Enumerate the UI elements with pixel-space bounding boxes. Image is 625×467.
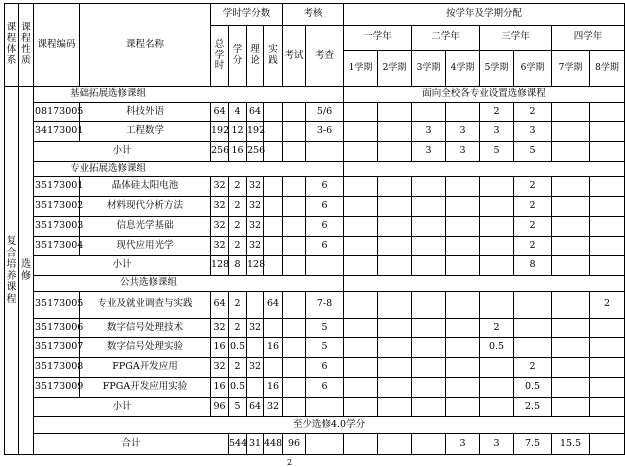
check-semester: 5/6 xyxy=(306,102,344,122)
semester-3 xyxy=(412,318,446,338)
semester-8 xyxy=(590,236,625,256)
semester-5: 2 xyxy=(480,102,514,122)
semester-2 xyxy=(378,142,412,162)
semester-7 xyxy=(552,377,590,397)
practice-hours xyxy=(264,197,283,217)
semester-1 xyxy=(344,236,378,256)
semester-7 xyxy=(552,142,590,162)
semester-7 xyxy=(552,256,590,276)
total-hours: 192 xyxy=(211,122,229,142)
semester-7 xyxy=(552,102,590,122)
course-code: 35173007 xyxy=(34,338,80,358)
practice-hours xyxy=(264,102,283,122)
semester-4: 3 xyxy=(446,142,480,162)
semester-6: 2 xyxy=(514,197,552,217)
total-row xyxy=(5,434,625,455)
table-row xyxy=(5,377,625,397)
semester-4 xyxy=(446,102,480,122)
semester-3 xyxy=(412,197,446,217)
table-row xyxy=(5,216,625,236)
semester-1 xyxy=(344,256,378,276)
course-code: 35173005 xyxy=(34,291,80,318)
semester-7 xyxy=(552,236,590,256)
semester-2 xyxy=(378,318,412,338)
course-code: 35173006 xyxy=(34,318,80,338)
subtotal-row xyxy=(5,256,625,276)
theory-hours: 32 xyxy=(247,236,264,256)
semester-5 xyxy=(480,256,514,276)
credits: 2 xyxy=(229,236,247,256)
semester-7 xyxy=(552,397,590,417)
credits: 2 xyxy=(229,318,247,338)
semester-6: 15.5 xyxy=(552,434,590,455)
header-year-4: 四学年 xyxy=(552,25,625,50)
credits: 2 xyxy=(229,291,247,318)
check-semester: 3-6 xyxy=(306,122,344,142)
exam-semester xyxy=(283,216,306,236)
semester-7 xyxy=(552,216,590,236)
semester-1 xyxy=(344,318,378,338)
semester-1 xyxy=(344,122,378,142)
practice-hours xyxy=(264,216,283,236)
check-semester: 6 xyxy=(306,377,344,397)
theory-hours: 32 xyxy=(247,197,264,217)
semester-1 xyxy=(344,177,378,197)
header-year-1: 一学年 xyxy=(344,25,412,50)
subtotal-total-hours: 96 xyxy=(211,397,229,417)
course-name: 科技外语 xyxy=(80,102,211,122)
semester-4: 3 xyxy=(446,122,480,142)
semester-8 xyxy=(590,256,625,276)
header-semester-5: 5学期 xyxy=(480,50,514,86)
semester-2 xyxy=(378,256,412,276)
semester-8 xyxy=(590,216,625,236)
semester-8 xyxy=(590,122,625,142)
semester-6 xyxy=(514,338,552,358)
semester-6: 2.5 xyxy=(514,397,552,417)
semester-6: 5 xyxy=(514,142,552,162)
subtotal-label: 小计 xyxy=(34,142,211,162)
semester-7 xyxy=(590,434,625,455)
semester-2 xyxy=(378,358,412,378)
semester-8 xyxy=(590,338,625,358)
total-hours: 32 xyxy=(211,177,229,197)
semester-2 xyxy=(378,197,412,217)
subtotal-total-hours: 256 xyxy=(211,142,229,162)
course-code: 35173003 xyxy=(34,216,80,236)
page-number: 2 xyxy=(287,458,293,467)
total-hours: 32 xyxy=(211,318,229,338)
semester-5: 7.5 xyxy=(514,434,552,455)
header-credits: 学分 xyxy=(229,25,247,86)
subtotal-theory: 64 xyxy=(247,397,264,417)
semester-6: 2 xyxy=(514,216,552,236)
check-semester: 5 xyxy=(306,318,344,338)
subtotal-total-hours: 128 xyxy=(211,256,229,276)
semester-1 xyxy=(344,291,378,318)
semester-4 xyxy=(446,236,480,256)
total-hours: 32 xyxy=(211,216,229,236)
header-semester-3: 3学期 xyxy=(412,50,446,86)
semester-3: 3 xyxy=(446,434,480,455)
semester-8: 2 xyxy=(590,291,625,318)
semester-5 xyxy=(480,358,514,378)
group-note-basic: 面向全校各专业设置选修课程 xyxy=(344,87,625,103)
course-name: 信息光学基础 xyxy=(80,216,211,236)
semester-4 xyxy=(446,177,480,197)
table-row xyxy=(5,318,625,338)
practice-hours xyxy=(264,177,283,197)
semester-5: 3 xyxy=(480,122,514,142)
subtotal-practice xyxy=(264,256,283,276)
semester-4 xyxy=(446,397,480,417)
exam-semester xyxy=(283,177,306,197)
semester-2 xyxy=(378,102,412,122)
total-label: 合计 xyxy=(34,434,229,455)
semester-3 xyxy=(412,177,446,197)
course-name: FPGA开发应用实验 xyxy=(80,377,211,397)
semester-7 xyxy=(552,358,590,378)
credits: 2 xyxy=(229,177,247,197)
min-credits-note: 至少选修4.0学分 xyxy=(34,417,625,434)
subtotal-practice xyxy=(264,142,283,162)
check-semester: 6 xyxy=(306,177,344,197)
semester-3 xyxy=(412,256,446,276)
semester-3 xyxy=(412,236,446,256)
table-row xyxy=(5,338,625,358)
semester-5 xyxy=(480,397,514,417)
semester-6 xyxy=(514,291,552,318)
semester-3 xyxy=(412,397,446,417)
header-total-hours: 总学时 xyxy=(211,25,229,86)
table-row xyxy=(5,291,625,318)
header-category: 课程体系 xyxy=(5,4,19,87)
semester-1 xyxy=(344,397,378,417)
header-nature: 课程性质 xyxy=(19,4,34,87)
exam-semester xyxy=(283,338,306,358)
semester-1 xyxy=(344,358,378,378)
semester-8 xyxy=(590,142,625,162)
theory-hours: 32 xyxy=(247,216,264,236)
semester-2 xyxy=(378,377,412,397)
header-semester-2: 2学期 xyxy=(378,50,412,86)
semester-3: 3 xyxy=(412,122,446,142)
credits: 4 xyxy=(229,102,247,122)
total-hours: 16 xyxy=(211,377,229,397)
semester-1 xyxy=(344,338,378,358)
semester-8 xyxy=(590,197,625,217)
table-row xyxy=(5,358,625,378)
semester-7 xyxy=(552,197,590,217)
semester-1 xyxy=(344,216,378,236)
course-name: 材料现代分析方法 xyxy=(80,197,211,217)
check-semester: 6 xyxy=(306,236,344,256)
course-code: 35173008 xyxy=(34,358,80,378)
theory-hours xyxy=(247,338,264,358)
check-semester: 6 xyxy=(306,216,344,236)
credits: 2 xyxy=(229,197,247,217)
credits: 2 xyxy=(229,358,247,378)
semester-2 xyxy=(378,122,412,142)
total-practice: 96 xyxy=(283,434,306,455)
semester-2 xyxy=(378,397,412,417)
exam-semester xyxy=(283,102,306,122)
category-label: 复合培养课程 xyxy=(5,87,19,455)
header-theory: 理论 xyxy=(247,25,264,86)
semester-7 xyxy=(552,338,590,358)
semester-5 xyxy=(480,377,514,397)
total-hours: 64 xyxy=(211,102,229,122)
semester-3 xyxy=(412,291,446,318)
semester-5 xyxy=(480,236,514,256)
header-exam: 考试 xyxy=(283,25,306,86)
exam-semester xyxy=(283,197,306,217)
semester-7 xyxy=(552,122,590,142)
header-semester-4: 4学期 xyxy=(446,50,480,86)
theory-hours: 32 xyxy=(247,177,264,197)
semester-8 xyxy=(590,318,625,338)
semester-4 xyxy=(446,318,480,338)
course-code: 35173002 xyxy=(34,197,80,217)
header-semester-6: 6学期 xyxy=(514,50,552,86)
theory-hours: 192 xyxy=(247,122,264,142)
semester-6: 2 xyxy=(514,177,552,197)
semester-6: 2 xyxy=(514,358,552,378)
subtotal-label: 小计 xyxy=(34,256,211,276)
exam-semester xyxy=(283,377,306,397)
semester-2 xyxy=(412,434,446,455)
semester-3: 3 xyxy=(412,142,446,162)
exam-semester xyxy=(283,236,306,256)
check-semester: 6 xyxy=(306,197,344,217)
total-hours: 32 xyxy=(211,197,229,217)
semester-3 xyxy=(412,102,446,122)
semester-4 xyxy=(446,216,480,236)
course-name: 工程数学 xyxy=(80,122,211,142)
semester-4 xyxy=(446,197,480,217)
semester-1 xyxy=(344,377,378,397)
semester-1 xyxy=(344,142,378,162)
practice-hours xyxy=(264,236,283,256)
semester-7 xyxy=(552,177,590,197)
subtotal-practice: 32 xyxy=(264,397,283,417)
credits: 0.5 xyxy=(229,377,247,397)
practice-hours xyxy=(264,122,283,142)
practice-hours: 16 xyxy=(264,377,283,397)
header-hours-credit: 学时学分数 xyxy=(211,4,283,26)
practice-hours: 16 xyxy=(264,338,283,358)
total-hours: 64 xyxy=(211,291,229,318)
header-year-3: 三学年 xyxy=(480,25,552,50)
credits: 0.5 xyxy=(229,338,247,358)
course-name: 晶体硅太阳电池 xyxy=(80,177,211,197)
header-practice: 实践 xyxy=(264,25,283,86)
total-hours: 32 xyxy=(211,236,229,256)
semester-8 xyxy=(590,177,625,197)
table-row xyxy=(5,236,625,256)
header-check: 考查 xyxy=(306,25,344,86)
subtotal-credits: 5 xyxy=(229,397,247,417)
course-code: 35173009 xyxy=(34,377,80,397)
total-theory: 448 xyxy=(264,434,283,455)
table-row xyxy=(5,122,625,142)
semester-8 xyxy=(590,377,625,397)
course-code: 34173001 xyxy=(34,122,80,142)
semester-4 xyxy=(446,358,480,378)
exam-semester xyxy=(283,318,306,338)
total-hours: 16 xyxy=(211,338,229,358)
header-assessment: 考核 xyxy=(283,4,344,26)
semester-4: 3 xyxy=(480,434,514,455)
theory-hours: 64 xyxy=(247,102,264,122)
semester-1 xyxy=(344,102,378,122)
nature-label: 选修 xyxy=(19,87,34,455)
course-name: FPGA开发应用 xyxy=(80,358,211,378)
credits: 12 xyxy=(229,122,247,142)
semester-3 xyxy=(412,338,446,358)
header-semester-1: 1学期 xyxy=(344,50,378,86)
semester-6: 3 xyxy=(514,122,552,142)
semester-6: 2 xyxy=(514,102,552,122)
semester-5 xyxy=(480,177,514,197)
semester-3 xyxy=(412,216,446,236)
course-name: 专业及就业调查与实践 xyxy=(80,291,211,318)
subtotal-row xyxy=(5,397,625,417)
semester-3 xyxy=(412,358,446,378)
subtotal-row xyxy=(5,142,625,162)
semester-7 xyxy=(552,291,590,318)
semester-6: 8 xyxy=(514,256,552,276)
practice-hours xyxy=(264,358,283,378)
practice-hours xyxy=(264,318,283,338)
check-semester: 6 xyxy=(306,358,344,378)
semester-5: 5 xyxy=(480,142,514,162)
check-semester: 7-8 xyxy=(306,291,344,318)
semester-6: 0.5 xyxy=(514,377,552,397)
course-code: 35173004 xyxy=(34,236,80,256)
exam-semester xyxy=(283,291,306,318)
check-semester: 5 xyxy=(306,338,344,358)
semester-5: 0.5 xyxy=(480,338,514,358)
semester-3 xyxy=(412,377,446,397)
subtotal-label: 小计 xyxy=(34,397,211,417)
semester-4 xyxy=(446,256,480,276)
header-distribution: 按学年及学期分配 xyxy=(344,4,625,26)
theory-hours xyxy=(247,291,264,318)
semester-1 xyxy=(378,434,412,455)
semester-5 xyxy=(480,216,514,236)
course-code: 35173001 xyxy=(34,177,80,197)
practice-hours: 64 xyxy=(264,291,283,318)
group-title-professional: 专业拓展选修课组 xyxy=(34,161,344,177)
credits: 2 xyxy=(229,216,247,236)
table-row xyxy=(5,177,625,197)
total-hours: 544 xyxy=(229,434,247,455)
semester-5 xyxy=(480,197,514,217)
semester-1 xyxy=(344,197,378,217)
course-name: 现代应用光学 xyxy=(80,236,211,256)
subtotal-theory: 256 xyxy=(247,142,264,162)
semester-6 xyxy=(514,318,552,338)
header-semester-7: 7学期 xyxy=(552,50,590,86)
theory-hours xyxy=(247,377,264,397)
table-row xyxy=(5,102,625,122)
group-title-public: 公共选修课组 xyxy=(34,276,344,292)
semester-2 xyxy=(378,291,412,318)
semester-8 xyxy=(590,358,625,378)
total-hours: 32 xyxy=(211,358,229,378)
semester-8 xyxy=(590,397,625,417)
table-row xyxy=(5,197,625,217)
header-name: 课程名称 xyxy=(80,4,211,87)
header-semester-8: 8学期 xyxy=(590,50,625,86)
semester-8 xyxy=(590,102,625,122)
semester-2 xyxy=(378,216,412,236)
exam-semester xyxy=(283,358,306,378)
subtotal-theory: 128 xyxy=(247,256,264,276)
header-code: 课程编码 xyxy=(34,4,80,87)
course-name: 数字信号处理实验 xyxy=(80,338,211,358)
semester-2 xyxy=(378,236,412,256)
exam-semester xyxy=(283,122,306,142)
semester-5 xyxy=(480,291,514,318)
semester-6: 2 xyxy=(514,236,552,256)
semester-4 xyxy=(446,377,480,397)
subtotal-credits: 16 xyxy=(229,142,247,162)
semester-2 xyxy=(378,177,412,197)
course-code: 08173005 xyxy=(34,102,80,122)
subtotal-credits: 8 xyxy=(229,256,247,276)
total-credits: 31 xyxy=(247,434,264,455)
semester-4 xyxy=(446,338,480,358)
curriculum-table xyxy=(4,3,625,455)
semester-2 xyxy=(378,338,412,358)
theory-hours: 32 xyxy=(247,358,264,378)
theory-hours: 32 xyxy=(247,318,264,338)
course-name: 数字信号处理技术 xyxy=(80,318,211,338)
semester-7 xyxy=(552,318,590,338)
semester-5: 2 xyxy=(480,318,514,338)
semester-4 xyxy=(446,291,480,318)
group-title-basic: 基础拓展选修课组 xyxy=(34,87,344,103)
header-year-2: 二学年 xyxy=(412,25,480,50)
